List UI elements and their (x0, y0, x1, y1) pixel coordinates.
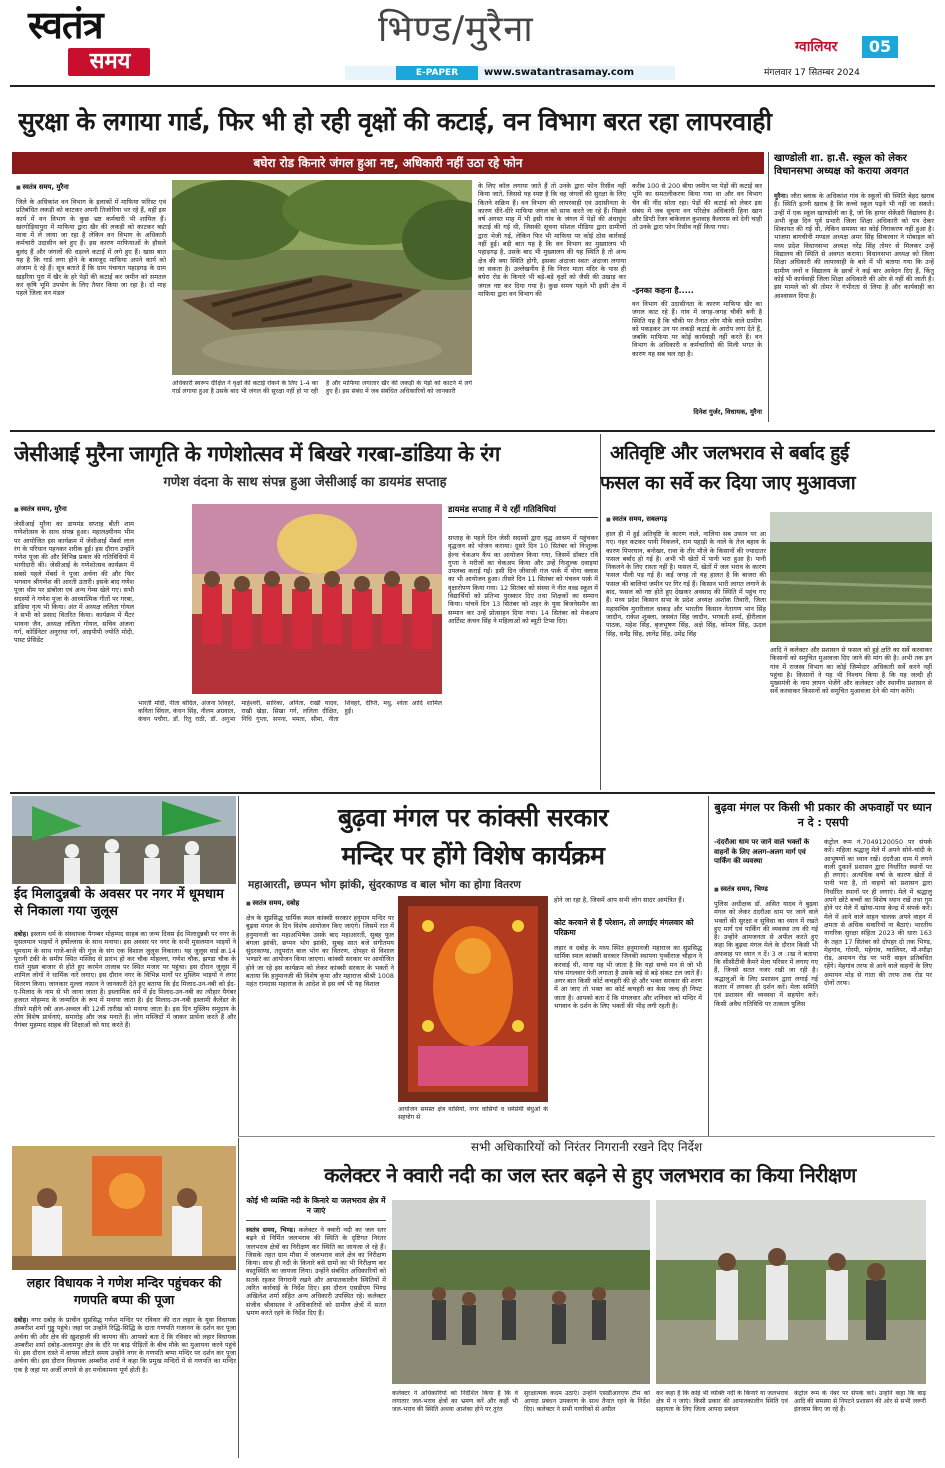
quote-byline: दिनेश गुर्जर, विधायक, मुरैना (693, 408, 762, 416)
masthead-divider (10, 85, 935, 87)
section-title: भिण्ड/मुरैना (378, 9, 534, 50)
strap: महाआरती, छप्पन भोग झांकी, सुंदरकाण्ड व बाल भोग का होगा वितरण (248, 879, 521, 891)
byline: स्वतंत्र समय, भिण्ड। (246, 1226, 296, 1234)
byline: ■ स्वतंत्र समय, भिण्ड (714, 884, 818, 893)
body-text: इस्लाम धर्म के संस्थापक पैगम्बर मोहम्मद साहब का जन्म दिवस ईद मिलादुन्नबी पर नगर के मुसलमान भाइयों ने हर्षोल्लास के साथ मनाया। इस अवसर पर नगर के सभी मुसलमान भाइयों ने धूमधाम के साथ गाजे-बाजे की गूंज के संग एक विशाल जुलूस निकाला। यह जुलूस वार्ड क्र.14 पुरानी टंकी के समीप स्थित मस्जिद से प्रारंभ हो कर चौक मोहल्ला, गणेश चौक, झण्डा चौक के रास्ते मुख्य बाजार से होते हुए करमेन तालाब पर स्थित मजार पर पहुंचा। इस दौरान जुलूस में शामिल लोगों ने धार्मिक नारे लगाए। इस दौरान नगर के विभिन्न मार्गों पर मुस्लिम भाइयों ने लंगर वितरण किया। जानकार मुल्ला नफ़ान ने जानकारी देते हुए बताया कि ईद मिलाद-उन-नबी को ईद-ए-मिलाद के नाम से भी जाना जाता है। इस्लामिक धर्म में ईद मिलाद-उन-नबी का त्यौहार पैगंबर हजरत मोहम्मद के जन्मदिन के रूप में मनाया जाता है। ईद मिलाद-उन-नबी इस्लामी कैलेंडर के तीसरे महीने रबी अल-अव्वल की 12वीं तारीख को मनाया जाता है। इस दिन मुस्लिम समुदाय के लोग विशेष प्रार्थनाएं, समारोह और जश्न मनाते हैं। लोग मस्जिदों में जाकर प्रार्थना करते हैं और पैगंबर मुहम्मद साहब की शिक्षाओं को याद करते हैं। (14, 930, 236, 1030)
sidebar-divider (768, 152, 769, 422)
logo (26, 2, 156, 80)
jci-group-photo (192, 504, 442, 694)
caption-3: कर कहा है कि कोई भी व्यक्ति नदी के किनारे या जलभराव क्षेत्र में न जाएं। किसी प्रकार की आपातकालीन स्थिति एवं सहायता के लिए जिला आपदा प्रबंधन (656, 1390, 788, 1413)
headline-line-1: अतिवृष्टि और जलभराव से बर्बाद हुई (610, 442, 849, 464)
sidebar-text (774, 192, 934, 420)
body (14, 930, 236, 1144)
column-1: जिले के अधिकांश वन विभाग के इलाकों में माफिया फॉरेस्ट एवं प्रतिबंधित लकड़ी को काटकर अपनी तिजोरिया भर रहे हैं, वहीं इस कार्य में वन विभाग के कुछ भ्रष्ट कर्मचारी भी शामिल हैं। खरगोड़ियापुरा में माफिया द्वारा खैर की लकड़ी को काटकर बड़ी मात्रा में ले जाया जा रहा है लेकिन वन विभाग के अधिकारी कर्मचारी उदासीन बने हुए हैं। इस कारण माफियाओं के हौसले बुलंद हैं और जंगलों की धड़ल्ले कटाई में लगे हुए हैं। खास बात यह है कि गार्ड लगा होने के बावजूद माफिया अपने कार्य को अंजाम दे रहे हैं। सूत्र बताते हैं कि ग्राम पंचायत पहाड़गढ़ के ग्राम खड़रिया पुरा में खैर के हरे पेड़ों की कटाई कर जमीन को समतल कर कृषि भूमि उपयोग के लिए तैयार किया जा रहा है। दो माह पहले जिला वन मंडल (16, 198, 166, 298)
headline-line-1: बुढ़वा मंगल पर कांक्सी सरकार (338, 803, 608, 832)
byline: ■ स्वतंत्र समय, मुरैना (16, 182, 166, 191)
collector-visit-image (656, 1200, 926, 1384)
divider-1 (10, 430, 935, 432)
story-tree-cutting (10, 92, 935, 427)
temple-visit-image (12, 1146, 236, 1270)
forest-photo (172, 180, 472, 375)
headline: ईद मिलादुन्नबी के अवसर पर नगर में धूमधाम से निकाला गया जुलूस (14, 887, 224, 919)
byline: ■ स्वतंत्र समय, सबलगढ़ (606, 514, 766, 523)
strap: गणेश वंदना के साथ संपन्न हुआ जेसीआई का डायमंड सप्ताह (163, 475, 447, 490)
activity-box-title: डायमंड सप्ताह में ये रहीं गतिविधियां (448, 504, 598, 518)
headline: जेसीआई मुरैना जागृति के गणेशोत्सव में बिखरे गरबा-डांडिया के रंग (14, 442, 500, 466)
sub-headline-rule (246, 1220, 386, 1221)
divider-left (238, 1138, 239, 1458)
column-2: लहार व दबोह के मध्य स्थित हनुमानजी महाराज का सुप्रसिद्ध धार्मिक स्थल कांक्सी सरकार जिनकी स्थापना पृथ्वीराज चौहान ने करवाई थी, माना यह भी जाता है कि यहां सच्चे मन से जो भी पांच मंगलवार फेरी लगाता है उसके बड़े से बड़े संकट टल जाते हैं। अगर बात किसी कोर्ट कचहरी की हो और भक्त सरकार की शरण में आ जाए तो भक्त का कोर्ट कचहरी का केस जल्द ही निपट जाता है। आपको बता दें कि मंगलवार और शनिवार को मन्दिर में भगवान के दर्शन के लिए भक्तों की भीड़ लगी रहती है। (554, 944, 702, 1011)
headline: कलेक्टर ने क्वारी नदी का जल स्तर बढ़ने से हुए जलभराव का किया निरीक्षण (324, 1163, 856, 1187)
divider-left (708, 796, 709, 1136)
kicker: सभी अधिकारियों को निरंतर निगरानी रखने दिए निर्देश (470, 1140, 703, 1154)
photo-caption: भारती मोदी, नीता बांदिल, अंजना शिवहरे, कविता सिंघल, कंचन सिंह, नीलम अग्रवाल, कंचन पचौरा, डॉ. रितु राठी, डॉ. अनुभा माहेश्वरी, सारिका, अनिता, राखी यादव, राखी खेड़ा, सिखा गर्ग, ललिता दीक्षित, निधि गुप्ता, सपना, ममता, सीमा, नीता शिवहरे, दीप्ति, मधु, श्वेता आदि शामिल हुईं। (138, 700, 442, 723)
story-collector-inspection (238, 1138, 935, 1458)
column-3: के लिए कॉल लगाया जाते हैं तो उनके द्वारा फोन रिसीव नहीं किया जाते, जिससे यह स्पष्ट है कि वह जंगलों की सुरक्षा के लिए कितने सक्रिय हैं। वन विभाग की लापरवाही एवं उदासीनता के कारण धीरे-धीरे माफिया जंगल को साफ करते जा रहे हैं। पिछले वर्ष अगस्त माह में भी इसी गांव के जंगल में पेड़ों की अंधाधुंध कटाई की गई थी, जिसकी सूचना सोशल मीडिया द्वारा ग्रामीणों द्वारा भेजी गई, लेकिन फिर भी माफिया पर कोई ठोस कार्रवाई नहीं हुई। बड़ी बात यह है कि वन विभाग का मुख्यालय भी पहाड़गढ़ है, उसके बाद भी मुख्यालय की यह स्थिति है तो अन्य क्षेत्र की क्या स्थिति होगी, इसका अंदाजा स्वतः अंदाजा लगाया जा सकता है। उल्लेखनीय है कि निरार माता मंदिर के पास ही बघेरा रोड के किनारे भी बड़े-बड़े वृक्षों को जैसी की उखाड़ कर जंगल नष्ट कर दिया गया है। कुछ समय पहले भी इसी क्षेत्र में माफिया द्वारा वन विभाग की (478, 182, 626, 298)
headline: बुढ़वा मंगल पर किसी भी प्रकार की अफवाहों पर ध्यान न दे : एसपी (714, 801, 932, 829)
sidebar-body: जौरा ब्लाक के अधिकांश गांव के स्कूलों की स्थिति बेहद खराब है। स्थिति इतनी खराब है कि कच्चे स्कूल पढ़ने भी नहीं जा सकते। उन्हीं में एक स्कूल खाण्डोली का है, जो कि हायर सेकेंडरी विद्यालय है। अभी कुछ दिन पूर्व प्रभारी जिला शिक्षा अधिकारी को पत्र देकर शिकायत की गई थी, लेकिन समस्या का कोई निराकरण नहीं हुआ है। भाजपा बागचीनी मण्डल अध्यक्ष अमर सिंह सिकरवार ने मोबाइल को मध्य प्रदेश विधानसभा अध्यक्ष नरेंद्र सिंह तोमर से मिलकर उन्हें विद्यालय की स्थिति से अवगत कराया। विधानसभा अध्यक्ष को जिला शिक्षा अधिकारी की लापरवाही के बारे में भी बताया गया कि उन्हें ग्रामीण जनों व विद्यालय के छात्रों ने कई बार आवेदन दिए हैं, किंतु कोई भी कार्यवाही जिला शिक्षा अधिकारी की ओर से नहीं की जाती है। इस मामले को श्री तोमर ने गंभीरता से लिया है और कार्यवाही का आश्वासन दिया है। (774, 192, 934, 300)
column-1: हाल ही में हुई अतिवृष्टि के कारण नाले, नालिया सब उफान पर आ गए। नहर कटकर पानी निकलने, राम पहाड़ी के नाले के तेज बहाव के कारण पिपरघान, बनोखर, रावा के तीर मौजे के किसानों की ज्यादातर फसल बर्बाद हो गई है। अभी भी खेतों में पानी भरा हुआ है। पानी निकलने के लिए रास्ता नहीं है। फसल में, खेतों में जल भराव के कारण फसल पीली पड़ गई है। कई जगह तो यह हालत है कि बाजरा की फसल की बालियां जमीन पर गिर गई हैं। किसान भारी लागत लगाने के बाद, फसल को नष्ट होते हुए देखकर अवसाद की स्थिति में पहुंच गए हैं। मध्य प्रदेश किसान सभा के प्रदेश अध्यक्ष अशोक तिवारी, जिला महासचिव मुरारीलाल धाकड़ और भारतीय किसान नेतागण भान सिंह जादौन, राकेश शुक्ला, जसवंत सिंह जादौन, भगवती शर्मा, हीरीलाल पाठक, महेश सिंह, बृजभूषण सिंह, अक्षे सिंह, कोमल सिंह, ऊदल सिंह, धर्मेंद्र सिंह, ज्ञानेंद्र सिंह, उमेंद्र सिंह (606, 530, 766, 638)
masthead (0, 0, 945, 88)
column-2: कंट्रोल रूम नं.7049120050 पर संपर्क करें। महिला श्रद्धालु मेले में अपने सोने-चांदी के आभूषणों का ध्यान रखें। दंदरौआ धाम में लगने वाली दुकानें प्रशासन द्वारा निर्धारित स्थानों पर ही लगाएं। अत्यधिक वर्षा के कारण खेतों में पानी भरा है, तो वाहनों को प्रशासन द्वारा निर्धारित स्थानों पर ही लगाएं। मेले में श्रद्धालु अपने छोटे बच्चों का विशेष ध्यान रखें तथा गुम होने पर मेले में खोया-पाया केन्द्र में संपर्क करें। मेले में आने वाले वाहन चालक अपने वाहन में क्षमता से अधिक सवारियों ना बैठाएं। भारतीय नागरिक सुरक्षा संहिता 2023 की धारा 163 के तहत 17 सितंबर को दोपहर दो तक भिण्ड, मेहगांव, गोरमी, महेगांव, ग्वालियर, मौ-स्यौढ़ा रोड, अमायन रोड पर भारी वाहन प्रतिबंधित रहेंगे। मेहगांव तरफ से आने वाले वाहनों के लिए अमायन मोड़ से गाता की तरफ तक रोड पर दोनों तरफ। (824, 838, 932, 988)
column-4: करीब 100 से 200 बीघा जमीन पर पेड़ों की कटाई कर भूमि का समतलीकरण किया गया था और वन विभाग चैन की नींद सोता रहा। पेड़ों की कटाई को लेकर इस संबंध में जब सूचना वन परिक्षेत्र अधिकारी हिना खान और डिप्टी रेंजर बांकेलाल कुशवाह कैलारस को देनी चाही तो उनके द्वारा फोन रिसीव नहीं किया गया। (632, 182, 762, 232)
quote-title: -इनका कहना है..... (632, 286, 694, 295)
byline: ■ स्वतंत्र समय, मुरैना (14, 504, 134, 513)
ganesh-temple-photo (12, 1146, 236, 1270)
caption-2: सुरक्षात्मक कदम उठाएं। उन्होंने एसडीआरएफ टीम को आपदा प्रबंधन उपकरण के साथ तैनात रहने के निर्देश दिए। कलेक्टर ने सभी नागरिकों से अपील (524, 1390, 650, 1413)
field-image (770, 512, 932, 642)
story-crop-damage (600, 434, 935, 790)
sub-headline: कोट करवाने से हैं परेशान, तो लगाईए मंगलवार को परिक्रमा (554, 918, 694, 937)
photo-caption: अधिकारी स्वरूप दीक्षित ने वृक्षों की कटाई रोकने के लिए 1-4 का गार्ड लगाया हुआ है उसके बाद भी जंगल की सुरक्षा नहीं हो पा रही है और माफिया लगातार खैर की लकड़ी के पेड़ों को काटने में लगे हुए हैं। इस संबंध में जब संबंधित अधिकारियों को जानकारी (172, 380, 472, 395)
jci-photo-left-strip (138, 504, 188, 694)
sub-headline: -दंदरौआ धाम पर जाने वाले भक्तों के वाहनों के लिए अलग-अलग मार्ग एवं पार्किंग की व्यवस्था (714, 838, 810, 865)
group-photo-image (192, 504, 442, 694)
city-label: ग्वालियर (795, 39, 838, 55)
byline: ■ स्वतंत्र समय, दबोह (246, 898, 396, 907)
activity-box-text: सप्ताह के पहले दिन जेसी सदस्यों द्वारा वृद्ध आश्रम में पहुंचकर वृद्धजन को भोजन कराया। दूसरे दिन 10 सितंबर को निःशुल्क हेल्थ चेकअप कैंप का आयोजन किया गया, जिसमें डॉक्टर रवि गुप्ता ने मरीजों का चेकअप किया और उन्हें निःशुल्क दवाइयां उपलब्ध कराई गईं। इसी दिन जीवाजी गंज पार्क में योगा क्लास का भी आयोजन हुआ। तीसरे दिन 11 सितंबर को पंचवन पार्क में वृक्षारोपण किया गया। 12 सितंबर को संस्था ने नीत वल्र्ड स्कूल में विद्यार्थियों को प्रतिभा पुरस्कार दिए तथा शिक्षकों का सम्मान किया। पांचवें दिन 13 सितंबर को शहर के युवा बिजनेसमैन का सम्मान कर उन्हें प्रोत्साहन दिया गया। 14 सितंबर को मेकअप आर्टिस्ट कंचन सिंह ने महिलाओं को ब्यूटी टिप्स दिए। (448, 534, 598, 625)
issue-date: मंगलवार 17 सितम्बर 2024 (764, 68, 860, 78)
story-kanksi-sarkar (238, 796, 708, 1136)
procession-image (12, 796, 236, 884)
strap: बघेरा रोड किनारे जंगल हुआ नष्ट, अधिकारी नहीं उठा रहे फोन (253, 156, 523, 170)
headline-line-2: फसल का सर्वे कर दिया जाए मुआवजा (600, 472, 856, 494)
logo-top-text: स्वतंत्र (28, 2, 103, 47)
column-1: पुलिस अधीक्षक डॉ. असित यादव ने बुढ़वा मंगल को लेकर दंदरौआ धाम पर जाने वाले भक्तों की सुरक्षा व सुविधा का ध्यान में रखते हुए मार्ग एवं पार्किंग की व्यवस्था तय की गई है। उन्होंने आमजनता से अपील करते हुए कहा कि बुढ़वा मंगल मेले के दौरान किसी भी अफवाह पर ध्यान न दें। 3 ल ाख ने बताया कि सीसीटीवी कैमरे मेला परिसर में लगाए गए हैं, जिनसे सतत नजर रखी जा रही है। श्रद्धालुओं के लिए प्रशासन द्वारा लगाई गई कतार में लगकर ही दर्शन करें। मेला समिति एवं प्रशासन की व्यवस्था में सहयोग करें। किसी अवैध गतिविधि पर तत्काल पुलिस (714, 900, 818, 1008)
website-link[interactable]: www.swatantrasamay.com (484, 67, 635, 78)
headline: सुरक्षा के लगाया गार्ड, फिर भी हो रही वृक्षों की कटाई, वन विभाग बरत रहा लापरवाही (18, 107, 772, 136)
flood-photo-2 (656, 1200, 926, 1384)
temple-photo (398, 896, 548, 1102)
dateline: दबोह। (14, 1316, 29, 1324)
body-text: नगर दबोह के प्राचीन सुप्रसिद्ध गणेश मन्दिर पर रविवार की रात लहार के युवा विधायक अम्बरीश शर्मा गुड्डू पहुंचे। जहां पर उन्होंने रिद्धि-सिद्धि के दाता गणपति गजानन के दर्शन कर पूजा अर्चना की और क्षेत्र की खुशहाली की कामना की। आपको बता दें कि रविवार को लहार विधायक अम्बरीश शर्मा दबोह-अलामपुर क्षेत्र के दौरे पर बाढ़ पीड़ितों के बीच मौके का मुआयना करने पहुंचे थे। इस दौरान रास्ते में वापस लौटते समय उन्होंने नगर के गणपति बप्पा मन्दिर पर दर्शन कर पूजा अर्चना की। इस दौरान विधायक अम्बरीश शर्मा ने कहा कि प्रमुख मन्दिरों में से गणपति का मन्दिर एक है जहां पर अर्जी लगाने से हर मनोकामना पूर्ण होती है। (14, 1316, 236, 1374)
body (14, 1316, 236, 1454)
column-1: जेसीआई मुरैना का डायमंड सप्ताह बीती शाम गणेशोत्सव के साथ संपन्न हुआ। महालक्ष्मीनम भीम पर आयोजित इस कार्यक्रम में जेसीआई मेंबर्स लाल रंग के परिधान पहनकर शरीक हुईं। इस दौरान उन्होंने गणेश पूजा की और विभिन्न प्रकार की गतिविधियों में भागीदारी की। जेसीआई के गणेशोत्सव कार्यक्रम में सबसे पहले मेंबर्स ने पूजा अर्चना की और फिर भगवान श्रीगणेश की आरती उतारी। इसके बाद गणेश पूजा थीम पर डांबोला एवं अन्य गेम्स खेले गए। सभी सदस्यों ने गणेश पूजा के आध्यात्मिक गीतों पर गरबा, डांडिया नृत्य भी किया। अंत में अध्यक्ष ललिता गोयल ने सभी को प्रसाद वितरित किया। कार्यक्रम में मैंटर भावना जैन, अध्यक्ष ललिता गोयल, सचिव अंजना गर्ग, कोर्डिनेटर अनुराधा गर्ग, आइपीपी ज्योति मोदी, पास्ट प्रेसिडेंट (14, 520, 134, 645)
story-lahar-mla (10, 1146, 238, 1456)
story-jci (10, 434, 600, 790)
logo-bottom-text: समय (89, 49, 131, 74)
caption-1: कलेक्टर ने अधिकारियों को निर्देशित किया है कि वे लगातार जल-भराव क्षेत्रों का भ्रमण करें और कहीं भी जल-भराव की स्थिति अथवा आशंका होने पर तुरंत (392, 1390, 518, 1413)
sidebar-dateline: मुरैना। (774, 192, 789, 200)
flood-photo-1 (392, 1200, 650, 1384)
column-1 (246, 1226, 386, 1452)
sub-headline: कोई भी व्यक्ति नदी के किनारे या जलभराव क्षेत्र में न जाएं (246, 1196, 386, 1215)
headline: लहार विधायक ने गणेश मन्दिर पहुंचकर की गणपति बप्पा की पूजा (26, 1275, 222, 1307)
column-2: आदि ने कलेक्टर और प्रशासन से फसल को हुई क्षति का सर्वे करवाकर किसानों को समुचित मुआवजा दिए जाने की मांग की है। अभी तक इन गांव में राजस्व विभाग का कोई जिम्मेदार अधिकारी सर्वे करने नहीं पहुंचा है। किसानों ने यह भी निश्चय किया है कि यह जल्दी ही मुख्यमंत्री के नाम ज्ञापन भेजेंगे और कलेक्टर और स्थानीय प्रशासन से सर्वे करवाकर किसानों को समुचित मुआवजा देने की मांग करेंगे। (770, 646, 932, 696)
registration-marks (0, 1460, 945, 1468)
fallen-trees-image (172, 180, 472, 375)
caption-4: कंट्रोल रूम के नंबर पर संपर्क करें। उन्होंने कहा कि बाढ़ आदि की समस्या से निपटने प्रशासन की ओर से सभी जरूरी इंतजाम किए जा रहे हैं। (794, 1390, 926, 1413)
flooded-field-photo (770, 512, 932, 642)
quote-text: वन विभाग की उदासीनता के कारण माफिया खैर का जंगल काट रहे हैं। गांव में जगह-जगह चौकी बनी है स्थिति यह है कि चौकी पर तैनात लोग मौके वाले ग्रामीण को पकड़कर उन पर लकड़ी कटाई के आरोप लगा देते हैं, जबकि माफिया पर कोई कार्यवाही नहीं करते हैं। वन विभाग के अधिकारी व कर्मचारियों की मिली भगत के कारण यह सब चल रहा है। (632, 300, 762, 358)
hanuman-idol-image (398, 896, 548, 1102)
headline-line-2: मन्दिर पर होंगे विशेष कार्यक्रम (341, 841, 605, 870)
flooded-area-image (392, 1200, 650, 1384)
story-eid (10, 796, 238, 1146)
sidebar-headline: खाण्डोली शा. हा.सै. स्कूल को लेकर विधानसभा अध्यक्ष को कराया अवगत (774, 153, 909, 177)
epaper-badge: E-PAPER (396, 66, 478, 80)
column-1-text: कलेक्टर ने क्वारी नदी का जल स्तर बढ़ने से निर्मित जलभराव की स्थिति के दृष्टिगत निरंतर जलभराव क्षेत्रों का निरीक्षण कर स्थिति का जायजा ले रहे हैं। जिसके तहत ग्राम मौसा में जलभराव वाले क्षेत्र का निरीक्षण किया। साथ ही नदी के किनारे बसे ग्रामों का भी निरीक्षण कर वस्तुस्थिति का जायजा लिया। उन्होंने संबंधित अधिकारियों को सतर्क रहकर निगरानी रखने और आपातकालीन स्थितियों में त्वरित कार्रवाई के निर्देश दिए। इस दौरान एसडीएम भिण्ड अखिलेश शर्मा सहित अन्य अधिकारी उपस्थित रहे। कलेक्टर संजीव श्रीवास्तव ने अधिकारियों को ग्रामीण क्षेत्रों में सतत भ्रमण करते रहने के निर्देश दिए हैं। (246, 1226, 386, 1317)
divider-3 (238, 1136, 935, 1137)
story-sp-advisory (708, 796, 935, 1136)
eid-procession-photo (12, 796, 236, 884)
column-1: क्षेत्र के सुप्रसिद्ध धार्मिक स्थल कांक्सी सरकार हनुमान मन्दिर पर बुढ़वा मंगल के दिन विशेष आयोजन किए जाएंगे। जिसमें रात में हनुमानजी का महाअभिषेक उसके बाद महाआरती, सुबह फूल बंगला झांकी, छप्पन भोग झांकी, सुबह सात बजे संगीतमय सुंदरकाण्ड, तदुपरांत बाल भोग का वितरण, दोपहर से विशाल भण्डारे का आयोजन किया जाएगा। कांक्सी सरकार पर आयोजित होने जा रहे इस कार्यक्रम को लेकर कांक्सी सरकार के भक्तों ने बताया कि हनुमानजी की विशेष कृपा और महाराज श्रीश्री 1008 महंत रामदास महाराज के आदेश से इस वर्ष भी यह विशाल (246, 914, 394, 989)
divider-2 (10, 792, 935, 794)
decor-image (138, 504, 188, 694)
page-number: 05 (862, 36, 898, 58)
photo-caption: आयोजन समस्त क्षेत्र वासियों, नगर वासियों व धर्मप्रेमी बंधुओं के सहयोग से (398, 1106, 548, 1121)
column-2-top: होने जा रहा है, जिसमें आप सभी लोग सादर आमंत्रित हैं। (554, 896, 685, 904)
dateline: दबोह। (14, 930, 29, 938)
